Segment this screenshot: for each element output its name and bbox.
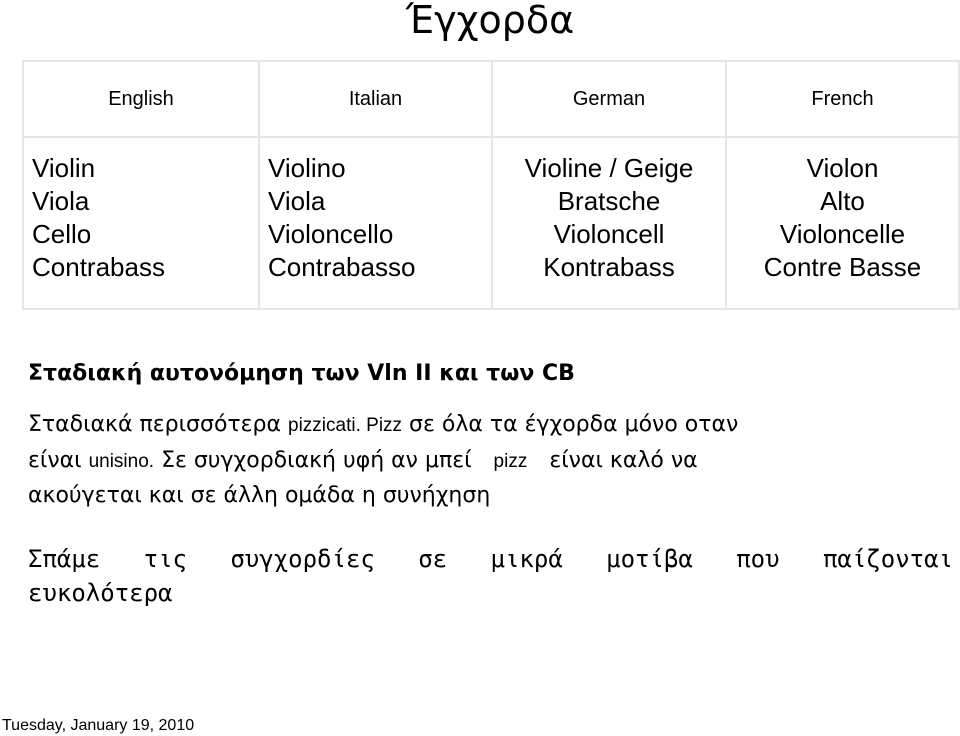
table-row <box>23 137 959 309</box>
header-german: German <box>492 61 726 137</box>
word: μοτίβα <box>606 545 693 573</box>
cell-italian-cello: Violoncello <box>268 219 394 249</box>
paragraph-line <box>28 444 958 480</box>
cell-english-violin: Violin <box>32 153 96 183</box>
text-run: σε όλα τα έγχορδα μόνο οταν <box>402 412 739 437</box>
cell-french-contrabass: Contre Basse <box>763 252 922 282</box>
cell-english-cello: Cello <box>32 219 92 249</box>
cell-french-viola: Alto <box>820 186 865 216</box>
chords-paragraph <box>28 542 953 610</box>
word: τις <box>143 545 187 573</box>
cell-german-contrabass: Kontrabass <box>543 252 675 282</box>
pizzicato-paragraph <box>28 408 958 514</box>
text-run: είναι <box>28 447 89 473</box>
text-run: είναι καλό να <box>549 447 698 473</box>
word: παίζονται <box>822 545 953 573</box>
german-column <box>492 137 726 309</box>
word: Σπάμε <box>28 545 101 573</box>
text-run-latin: unisino. <box>88 450 155 472</box>
slide-title: Έγχορδα <box>405 0 575 42</box>
cell-english-viola: Viola <box>32 186 90 216</box>
word: που <box>736 545 780 573</box>
section-heading: Σταδιακή αυτονόμηση των Vln II και των CB <box>28 361 575 386</box>
paragraph-line <box>28 542 953 576</box>
cell-german-cello: Violoncell <box>553 219 665 249</box>
cell-english-contrabass: Contrabass <box>32 252 165 282</box>
word: μικρά <box>490 545 563 573</box>
text-run-latin: pizzicati. Pizz <box>288 415 403 436</box>
header-italian: Italian <box>259 61 492 137</box>
cell-german-viola: Bratsche <box>557 186 661 216</box>
english-column <box>23 137 259 309</box>
word: συγχορδίες <box>230 545 375 573</box>
word: σε <box>418 545 448 573</box>
paragraph-line <box>28 408 958 444</box>
cell-french-violin: Violon <box>806 153 879 183</box>
french-column <box>726 137 959 309</box>
italian-column <box>259 137 492 309</box>
footer-date: Tuesday, January 19, 2010 <box>2 717 195 734</box>
cell-german-violin: Violine / Geige <box>524 153 694 183</box>
cell-italian-contrabass: Contrabasso <box>268 252 416 282</box>
header-english: English <box>23 61 259 137</box>
text-run: Σε συγχορδιακή υφή αν μπεί <box>154 447 472 473</box>
cell-french-cello: Violoncelle <box>779 219 906 249</box>
instrument-names-table <box>22 60 960 310</box>
paragraph-line: ευκολότερα <box>28 579 173 607</box>
paragraph-line: ακούγεται και σε άλλη ομάδα η συνήχηση <box>28 483 491 508</box>
text-run: Σταδιακά περισσότερα <box>28 412 289 437</box>
cell-italian-viola: Viola <box>268 186 326 216</box>
table-header-row <box>23 61 959 137</box>
text-run-latin: pizz <box>493 450 528 472</box>
cell-italian-violin: Violino <box>268 153 346 183</box>
header-french: French <box>726 61 959 137</box>
